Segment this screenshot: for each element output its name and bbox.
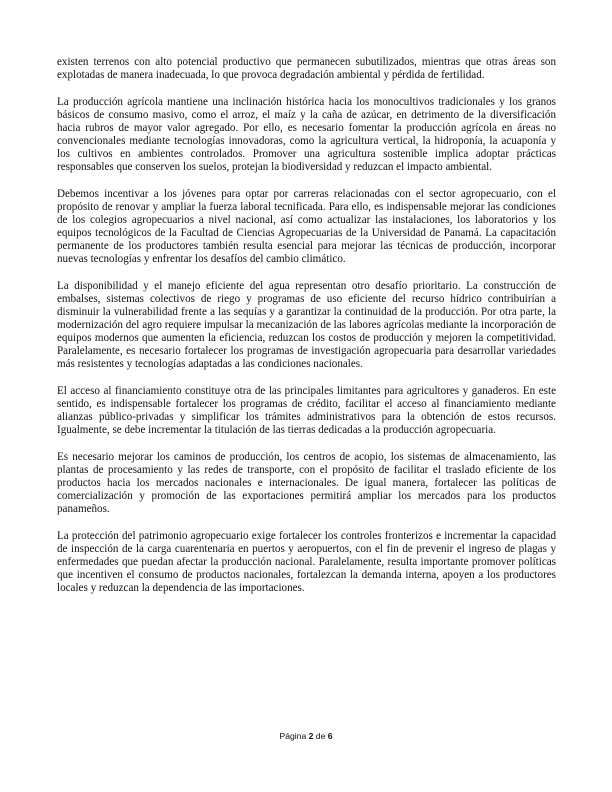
paragraph-2: La producción agrícola mantiene una inclinación histórica hacia los monocultivos tradicionales y los granos básicos de consumo masivo, como el arroz, el maíz y la caña de azúcar, en detrimento de la diversificación hacia rubros de mayor valor agregado. Por ello, es necesario fomentar la producción agrícola en áreas no convencionales mediante tecnologías innovadoras, como la agricultura vertical, la hidroponía, la acuaponía y los cultivos en ambientes controlados. Promover una agricultura sostenible implica adoptar prácticas responsables que conserven los suelos, protejan la biodiversidad y reduzcan el impacto ambiental. [57, 95, 556, 174]
paragraph-3: Debemos incentivar a los jóvenes para optar por carreras relacionadas con el sector agropecuario, con el propósito de renovar y ampliar la fuerza laboral tecnificada. Para ello, es indispensable mejorar las condiciones de los colegios agropecuarios a nivel nacional, así como actualizar las instalaciones, los laboratorios y los equipos tecnológicos de la Facultad de Ciencias Agropecuarias de la Universidad de Panamá. La capacitación permanente de los productores también resulta esencial para mejorar las técnicas de producción, incorporar nuevas tecnologías y enfrentar los desafíos del cambio climático. [57, 187, 556, 266]
current-page-number: 2 [308, 731, 314, 741]
of-word: de [315, 731, 326, 741]
paragraph-5: El acceso al financiamiento constituye otra de las principales limitantes para agricultores y ganaderos. En este sentido, es indispensable fortalecer los programas de crédito, facilitar el acceso al financiamiento mediante alianzas público-privadas y simplificar los trámites administrativos para la obtención de estos recursos. Igualmente, se debe incrementar la titulación de las tierras dedicadas a la producción agropecuaria. [57, 384, 556, 437]
total-pages-number: 6 [327, 731, 333, 741]
paragraph-7: La protección del patrimonio agropecuario exige fortalecer los controles fronterizos e incrementar la capacidad de inspección de la carga cuarentenaria en puertos y aeropuertos, con el fin de prevenir el ingreso de plagas y enfermedades que puedan afectar la producción nacional. Paralelamente, resulta importante promover políticas que incentiven el consumo de productos nacionales, fortalezcan la demanda interna, apoyen a los productores locales y reduzcan la dependencia de las importaciones. [57, 529, 556, 595]
paragraph-4: La disponibilidad y el manejo eficiente del agua representan otro desafío prioritario. La construcción de embalses, sistemas colectivos de riego y programas de uso eficiente del recurso hídrico contribuirían a disminuir la vulnerabilidad frente a las sequías y a garantizar la continuidad de la producción. Por otra parte, la modernización del agro requiere impulsar la mecanización de las labores agrícolas mediante la incorporación de equipos modernos que aumenten la eficiencia, reduzcan los costos de producción y mejoren la competitividad. Paralelamente, es necesario fortalecer los programas de investigación agropecuaria para desarrollar variedades más resistentes y tecnologías adaptadas a las condiciones nacionales. [57, 279, 556, 371]
page-body [57, 56, 556, 609]
page-footer [0, 731, 612, 741]
page-word: Página [279, 731, 307, 741]
paragraph-1: existen terrenos con alto potencial productivo que permanecen subutilizados, mientras que otras áreas son explotadas de manera inadecuada, lo que provoca degradación ambiental y pérdida de fertilidad. [57, 56, 556, 82]
paragraph-6: Es necesario mejorar los caminos de producción, los centros de acopio, los sistemas de almacenamiento, las plantas de procesamiento y las redes de transporte, con el propósito de facilitar el traslado eficiente de los productos hacia los mercados nacionales e internacionales. De igual manera, fortalecer las políticas de comercialización y promoción de las exportaciones permitirá ampliar los mercados para los productos panameños. [57, 450, 556, 516]
